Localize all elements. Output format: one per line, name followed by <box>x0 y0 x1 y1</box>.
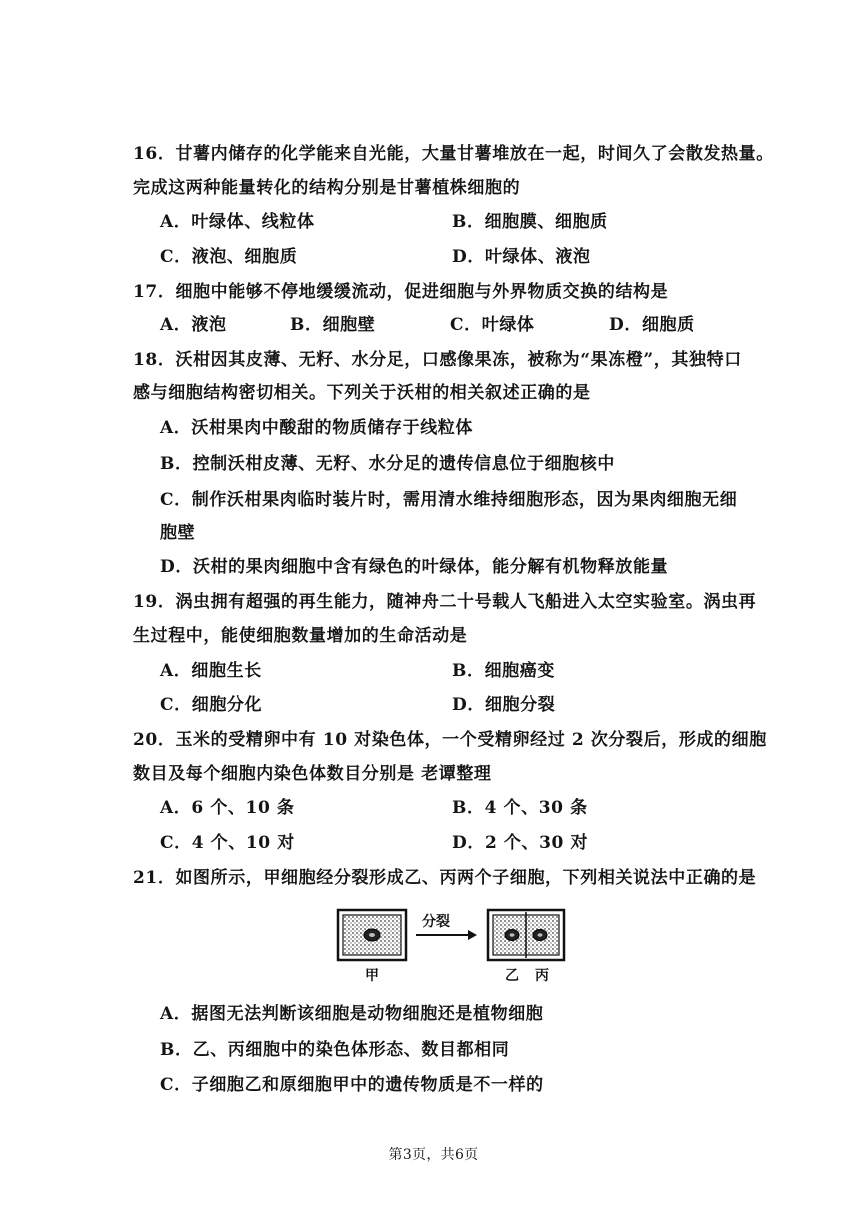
q16-option-d: D．叶绿体、液泡 <box>452 247 591 267</box>
label-bing: 丙 <box>535 968 549 984</box>
label-yi: 乙 <box>505 968 519 984</box>
q20-stem-line2: 数目及每个细胞内染色体数目分别是 老谭整理 <box>133 764 492 784</box>
q17-option-a: A．液泡 <box>160 315 227 335</box>
q18-stem-line2: 感与细胞结构密切相关。下列关于沃柑的相关叙述正确的是 <box>133 383 591 403</box>
q20-option-c: C．4 个、10 对 <box>160 833 295 853</box>
q16-option-a: A．叶绿体、线粒体 <box>160 212 315 232</box>
division-arrow <box>416 930 477 940</box>
q19-option-b: B．细胞癌变 <box>452 661 555 681</box>
q18-stem-line1: 18．沃柑因其皮薄、无籽、水分足，口感像果冻，被称为“果冻橙”，其独特口 <box>133 350 742 370</box>
q19-option-d: D．细胞分裂 <box>452 695 556 715</box>
q21-option-b: B．乙、丙细胞中的染色体形态、数目都相同 <box>160 1040 510 1060</box>
q16-option-b: B．细胞膜、细胞质 <box>452 212 608 232</box>
q17-option-c: C．叶绿体 <box>450 315 535 335</box>
q18-option-c-line1: C．制作沃柑果肉临时装片时，需用清水维持细胞形态，因为果肉细胞无细 <box>160 490 738 510</box>
q18-option-b: B．控制沃柑皮薄、无籽、水分足的遗传信息位于细胞核中 <box>160 454 615 474</box>
q20-option-d: D．2 个、30 对 <box>452 833 589 853</box>
q21-stem-line1: 21．如图所示，甲细胞经分裂形成乙、丙两个子细胞，下列相关说法中正确的是 <box>133 868 757 888</box>
q19-option-c: C．细胞分化 <box>160 695 263 715</box>
q18-option-c-line2: 胞壁 <box>160 523 196 543</box>
q21-option-a: A．据图无法判断该细胞是动物细胞还是植物细胞 <box>160 1004 544 1024</box>
q20-option-b: B．4 个、30 条 <box>452 798 588 818</box>
mother-cell-jia <box>338 910 406 960</box>
q18-option-a: A．沃柑果肉中酸甜的物质储存于线粒体 <box>160 418 473 438</box>
page-number-footer: 第3页，共6页 <box>388 1147 479 1163</box>
q21-option-c: C．子细胞乙和原细胞甲中的遗传物质是不一样的 <box>160 1075 544 1095</box>
q20-stem-line1: 20．玉米的受精卵中有 10 对染色体，一个受精卵经过 2 次分裂后，形成的细胞 <box>133 730 767 750</box>
arrow-label: 分裂 <box>422 914 450 930</box>
q17-stem-line1: 17．细胞中能够不停地缓缓流动，促进细胞与外界物质交换的结构是 <box>133 282 669 302</box>
q19-stem-line1: 19．涡虫拥有超强的再生能力，随神舟二十号载人飞船进入太空实验室。涡虫再 <box>133 592 757 612</box>
q17-option-d: D．细胞质 <box>609 315 695 335</box>
q19-option-a: A．细胞生长 <box>160 661 262 681</box>
q17-option-b: B．细胞壁 <box>290 315 376 335</box>
q19-stem-line2: 生过程中，能使细胞数量增加的生命活动是 <box>133 626 468 646</box>
q16-stem-line2: 完成这两种能量转化的结构分别是甘薯植株细胞的 <box>133 178 521 198</box>
label-jia: 甲 <box>365 968 379 984</box>
q18-option-d: D．沃柑的果肉细胞中含有绿色的叶绿体，能分解有机物释放能量 <box>160 557 669 577</box>
q16-stem-line1: 16．甘薯内储存的化学能来自光能，大量甘薯堆放在一起，时间久了会散发热量。 <box>133 144 774 164</box>
q16-option-c: C．液泡、细胞质 <box>160 247 298 267</box>
daughter-cells-yi-bing <box>488 910 564 960</box>
cell-division-figure <box>336 904 576 986</box>
q20-option-a: A．6 个、10 条 <box>160 798 295 818</box>
